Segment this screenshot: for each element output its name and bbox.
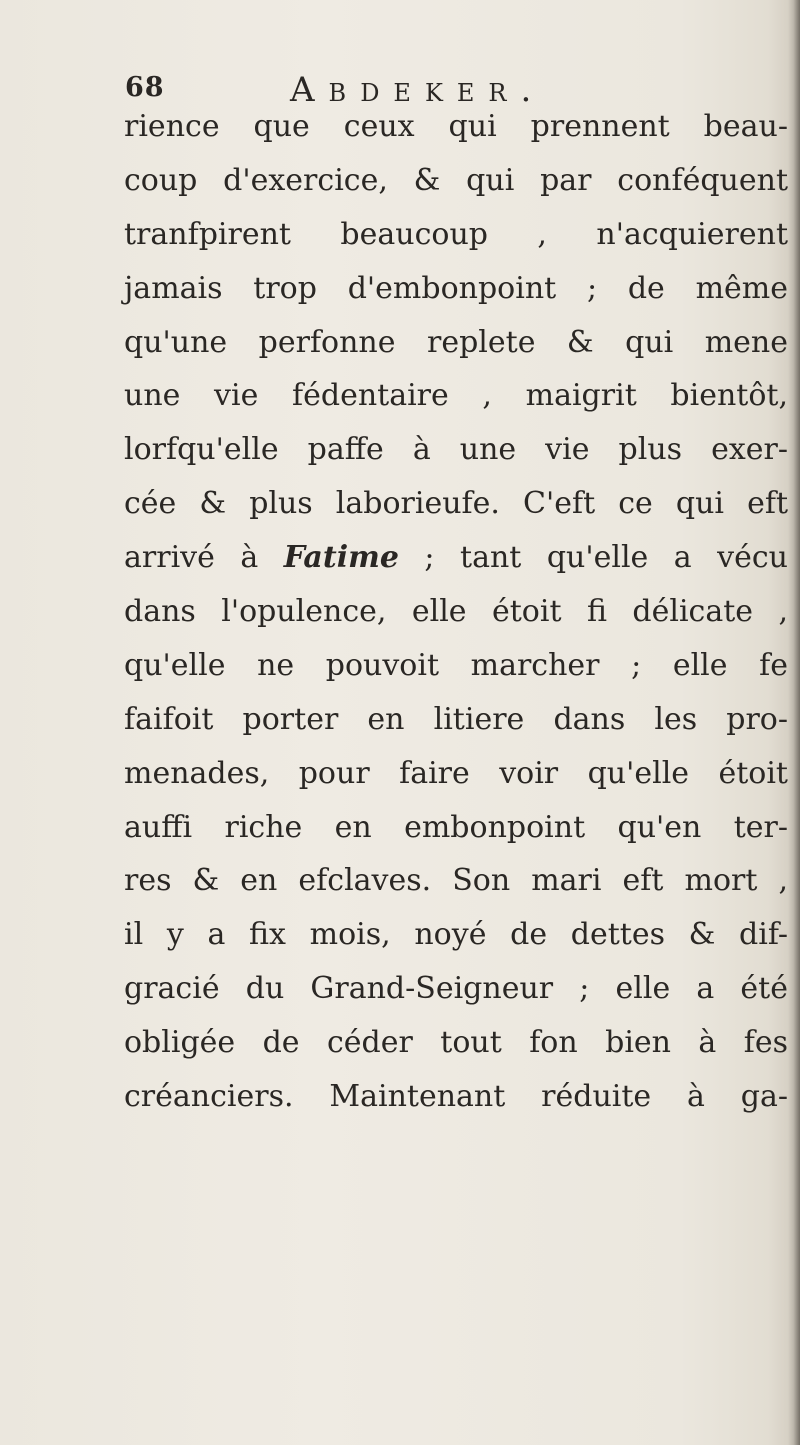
text-line: cée & plus laborieufe. C'eft ce qui eft	[124, 486, 788, 522]
page-edge-shadow	[788, 0, 800, 1445]
text-line-with-name	[124, 531, 788, 585]
text-line: rience que ceux qui prennent beau-	[124, 109, 788, 144]
character-name: Fatime	[283, 540, 399, 576]
text-line: lorfqu'elle paffe à une vie plus exer-	[124, 432, 788, 468]
running-head: Abdeker.	[290, 70, 546, 110]
text-line: créanciers. Maintenant réduite à ga-	[124, 1079, 788, 1115]
text-line: gracié du Grand-Seigneur ; elle a été	[124, 971, 788, 1007]
text-line: tranfpirent beaucoup , n'acquierent	[124, 216, 788, 252]
text-fragment: ; tant qu'elle a vécu	[398, 540, 788, 576]
text-line: qu'une perfonne replete & qui mene	[124, 324, 788, 360]
text-line: faifoit porter en litiere dans les pro-	[124, 701, 788, 737]
text-line: dans l'opulence, elle étoit fi délicate ,	[124, 594, 788, 630]
text-line: qu'elle ne pouvoit marcher ; elle fe	[124, 647, 788, 683]
body-text	[124, 100, 788, 1124]
text-line: jamais trop d'embonpoint ; de même	[124, 270, 788, 306]
text-line: menades, pour faire voir qu'elle étoit	[124, 755, 788, 791]
text-line: coup d'exercice, & qui par conféquent	[124, 162, 788, 198]
text-line: res & en efclaves. Son mari eft mort ,	[124, 863, 788, 899]
text-fragment: arrivé à	[124, 540, 284, 576]
text-line: auffi riche en embonpoint qu'en ter-	[124, 809, 788, 845]
page-number: 68	[125, 72, 165, 103]
text-line: il y a fix mois, noyé de dettes & dif-	[124, 917, 788, 953]
text-line: une vie fédentaire , maigrit bientôt,	[124, 378, 788, 414]
text-line: obligée de céder tout fon bien à fes	[124, 1025, 788, 1061]
